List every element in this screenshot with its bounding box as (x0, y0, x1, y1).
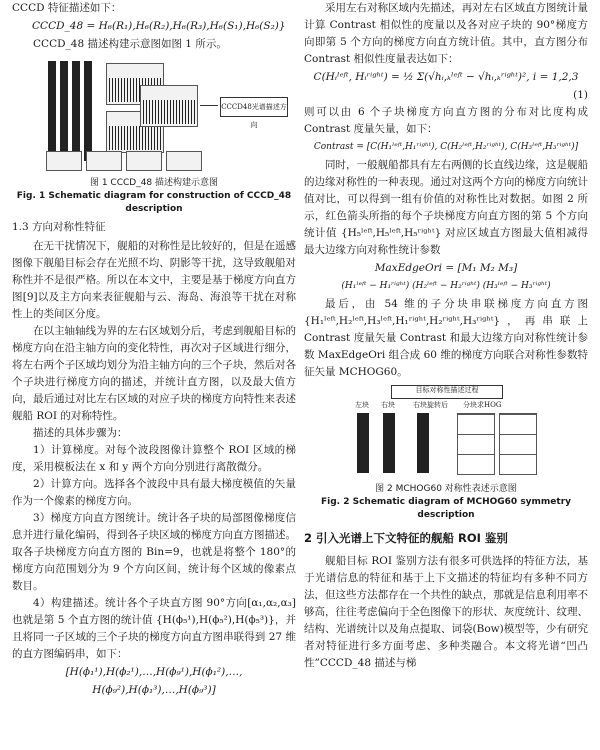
cccd-intro: CCCD 特征描述如下： (12, 2, 122, 14)
hog-grid (457, 413, 495, 475)
thumbnail (126, 151, 162, 171)
equation-cccd48: CCCD_48 = H₆(R₁),H₆(R₂),H₆(R₃),H₆(S₁),H₆(S₂)} (32, 20, 286, 32)
equation-hist-1: [H(ϕ₁¹),H(ϕ₂¹),…,H(ϕ₉¹),H(ϕ₁²),…, (65, 666, 243, 678)
equation-maxedgeori-terms: (H₁ˡᵉᶠᵗ − H₁ʳⁱᵍʰᵗ) (H₂ˡᵉᶠᵗ − H₂ʳⁱᵍʰᵗ) (H₃ˡᵉᶠᵗ − H₃ʳⁱᵍʰᵗ) (341, 281, 551, 291)
equation-hist-2: H(ϕ₉²),H(ϕ₁³),…,H(ϕ₉³)] (92, 684, 216, 696)
cccd48-box: CCCD48光谱描述方向 (220, 97, 288, 117)
equation-number: (1) (573, 89, 588, 101)
equation-contrast-vector: Contrast = [C(H₁ˡᵉᶠᵗ,H₁ʳⁱᵍʰᵗ), C(H₂ˡᵉᶠᵗ,H₂ʳⁱᵍʰᵗ), C(H₃ˡᵉᶠᵗ,H₃ʳⁱᵍʰᵗ)] (313, 142, 579, 152)
hog-grid (499, 413, 537, 475)
arrow (200, 105, 218, 106)
cccd-figure-ref: CCCD_48 描述构建示意图如图 1 所示。 (33, 38, 227, 50)
thumbnail (166, 151, 202, 171)
thumbnail (46, 151, 82, 171)
fig2-label: 分块求HOG (463, 401, 502, 409)
right-column (304, 0, 588, 672)
section-2-heading: 2 引入光谱上下文特征的舰船 ROI 鉴别 (304, 531, 508, 545)
step-3: 3）梯度方向直方图统计。统计各子块的局部图像梯度信息并进行量化编码，得到各子块区域的梯度方向直方图描述。取各子块梯度方向直方图的 Bin=9，也就是将整个 180°的梯度方向范围划分为 9 个方向区间，统计每个区域的像素点数目。 (12, 512, 296, 592)
paragraph: 则可以由 6 个子块梯度方向直方图的分布对比度构成 Contrast 度量矢量，如下： (304, 106, 588, 135)
fig2-caption-cn: 图 2 MCHOG60 对称性表述示意图 (375, 484, 517, 494)
section-1-3-heading: 1.3 方向对称性特征 (12, 221, 106, 233)
paragraph: 最后，由 54 维的子分块串联梯度方向直方图 {H₁ˡᵉᶠᵗ,H₂ˡᵉᶠᵗ,H₃ˡᵉᶠᵗ,H₁ʳⁱᵍʰᵗ,H₂ʳⁱᵍʰᵗ,H₃ʳⁱᵍʰᵗ}，再串联上 Contrast 度量矢量 Contrast 和最大边缘方向对称性统计参数 MaxEdgeOri 组合成 60 维的梯度方向联合对称性参数特征矢量 MCHOG60。 (304, 298, 588, 378)
paragraph: 采用左右对称区域内先描述，再对左右区域直方图统计量计算 Contrast 相似性的度量以及各对应子块的 90°梯度方向即第 5 个方向的梯度方向直方统计值。其中，直方图分布 Contrast 相似性度量表达如下： (304, 2, 588, 65)
step-1: 1）计算梯度。对每个波段图像计算整个 ROI 区域的梯度，采用模板法在 x 和 y 两个方向分别进行离散微分。 (12, 444, 296, 473)
thumbnail (86, 151, 122, 171)
fig2-label: 左块 (355, 401, 369, 409)
step-2: 2）计算方向。选择各个波段中具有最大梯度模值的矢量作为一个像素的梯度方向。 (12, 478, 296, 507)
fig2-label: 右块旋转后 (413, 401, 448, 409)
right-block-image (383, 413, 395, 473)
fig2-caption-en: Fig. 2 Schematic diagram of MCHOG60 symmetry description (320, 497, 572, 520)
spectral-band-strip (72, 61, 80, 161)
paragraph: 同时，一般舰船都具有左右两侧的长直线边缘，这是舰船的边缘对称性的一种表现。通过对这两个方向的梯度方向统计值对比，可以得到一组有价值的对称性比对数据。如图 2 所示，红色箭头所指的每个子块梯度方向直方图的第 5 个方向统计值 {H₅ˡᵉᶠᵗ,H₅ˡᵉᶠᵗ,H₅ʳⁱᵍʰᵗ} 对应区域直方图最大值相减得最大边缘方向对称性统计参数 (304, 159, 588, 256)
equation-contrast: C(Hᵢˡᵉᶠᵗ, Hᵢʳⁱᵍʰᵗ) = ½ Σ(√hᵢ,ₖˡᵉᶠᵗ − √hᵢ,ₖʳⁱᵍʰᵗ)², i = 1,2,3 (313, 71, 579, 83)
spectral-band-strip (84, 61, 92, 161)
rotated-block-image (417, 413, 429, 473)
fig2-title-box: 目标对称性描述过程 (391, 385, 503, 399)
paragraph: 描述的具体步骤为： (33, 427, 128, 439)
fig1-caption-en: Fig. 1 Schematic diagram for construction of CCCD_48 description (16, 191, 292, 214)
figure-2 (351, 383, 541, 479)
paragraph: 在以主轴轴线为界的左右区域划分后，考虑到舰船目标的梯度方向在沿主轴方向的变化特性，再次对子区域进行细分，将左右两个子区域均划分为沿主轴方向的三个子块，然后对各个子块进行梯度方向的描述，并统计直方图，以及最大值方向，最后通过对比左右区域的对应子块的梯度方向特性来表述舰船 ROI 的对称特性。 (12, 325, 296, 422)
left-block-image (357, 413, 369, 473)
paragraph: 在无干扰情况下，舰船的对称性是比较好的，但是在遥感图像下舰船目标会存在光照不均、阴影等干扰，这导致舰船对称性并不是很严格。所以在本文中，主要是基于梯度方向直方图[9]以及主方向来表征舰船与云、海岛、海浪等干扰在对称性上的类间区分度。 (12, 240, 296, 320)
left-column (12, 0, 296, 700)
fig2-label: 右块 (381, 401, 395, 409)
fig1-caption-cn: 图 1 CCCD_48 描述构建示意图 (89, 178, 219, 188)
figure-1 (16, 55, 292, 173)
step-4: 4）构建描述。统计各个子块直方图 90°方向[α₁,α₂,α₃] 也就是第 5 个直方图的统计值 {H(ϕ₅¹),H(ϕ₅²),H(ϕ₅³)}，并且将同一子区域的三个子块的梯度方向直方图串联得到 27 维的直方图编码串，如下： (12, 597, 296, 660)
equation-maxedgeori: MaxEdgeOri = [M₁ M₂ M₃] (374, 262, 518, 274)
spectral-band-strip (48, 61, 56, 161)
paragraph: 舰船目标 ROI 鉴别方法有很多可供选择的特征方法，基于光谱信息的特征和基于上下文描述的特征均有多种不同方法，但这些方法都存在一个共性的缺点，那就是信息利用率不够高，往往考虑偏向于全色图像下的形状、灰度统计、纹理、结构、光谱统计以及角点提取、词袋(Bow)模型等，少有研究者对特征进行多方面考虑、多种类融合。本文将光谱“凹凸性”CCCD_48 描述与梯 (304, 555, 588, 669)
histogram-panel (140, 85, 198, 127)
spectral-band-strip (60, 61, 68, 161)
